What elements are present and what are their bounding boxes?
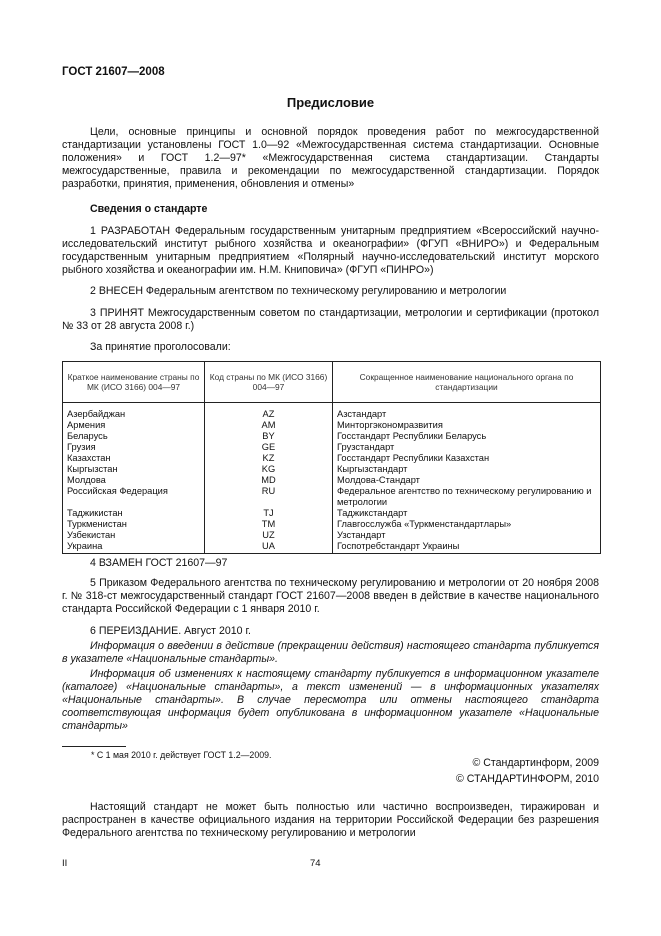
column-header-org: Сокращенное наименование национального органа по стандартизации: [333, 362, 601, 403]
table-row: [63, 519, 601, 530]
country-cell: Беларусь: [63, 431, 205, 442]
page-title: Предисловие: [286, 95, 375, 110]
standards-body-cell: Узстандарт: [333, 530, 601, 541]
table-row: [63, 431, 601, 442]
item-2-introduced: 2 ВНЕСЕН Федеральным агентством по техническому регулированию и метрологии: [90, 285, 507, 297]
table-row: [63, 420, 601, 431]
table-body: [63, 403, 601, 554]
section-title: Сведения о стандарте: [90, 203, 208, 215]
country-cell: Украина: [63, 541, 205, 554]
table-header-row: [63, 362, 601, 403]
item-6-reissue: 6 ПЕРЕИЗДАНИЕ. Август 2010 г.: [90, 625, 251, 637]
country-code-cell: RU: [205, 486, 333, 508]
table-row: [63, 442, 601, 453]
table-row: [63, 508, 601, 519]
standards-body-cell: Главгосслужба «Туркменстандартлары»: [333, 519, 601, 530]
country-code-cell: AM: [205, 420, 333, 431]
intro-paragraph: Цели, основные принципы и основной порядок проведения работ по межгосударственной стандартизации установлены ГОСТ 1.0—92 «Межгосударственная система стандартизации. Основные положения» и ГОСТ 1.2—97* «Межгосударственная система стандартизации. Стандарты межгосударственные, правила и рекомендации по межгосударственной стандартизации. Порядок разработки, принятия, применения, обновления и отмены»: [62, 126, 599, 190]
document-id: ГОСТ 21607—2008: [62, 66, 165, 78]
page-roman-numeral: II: [62, 858, 68, 869]
country-code-cell: TJ: [205, 508, 333, 519]
copyright-2009: © Стандартинформ, 2009: [472, 757, 599, 769]
country-code-cell: BY: [205, 431, 333, 442]
table-row: [63, 453, 601, 464]
country-code-cell: MD: [205, 475, 333, 486]
country-code-cell: AZ: [205, 403, 333, 421]
standards-body-cell: Кыргызстандарт: [333, 464, 601, 475]
standards-body-cell: Минторгэкономразвития: [333, 420, 601, 431]
footnote-divider: [62, 746, 126, 747]
country-cell: Грузия: [63, 442, 205, 453]
country-cell: Казахстан: [63, 453, 205, 464]
country-code-cell: KG: [205, 464, 333, 475]
item-3-adopted: 3 ПРИНЯТ Межгосударственным советом по стандартизации, метрологии и сертификации (протокол № 33 от 28 августа 2008 г.): [62, 307, 599, 332]
country-code-cell: UA: [205, 541, 333, 554]
country-cell: Таджикистан: [63, 508, 205, 519]
standards-body-cell: Азстандарт: [333, 403, 601, 421]
copyright-2010: © СТАНДАРТИНФОРМ, 2010: [456, 773, 599, 785]
country-code-cell: UZ: [205, 530, 333, 541]
country-cell: Узбекистан: [63, 530, 205, 541]
standards-body-cell: Молдова-Стандарт: [333, 475, 601, 486]
standards-body-cell: Федеральное агентство по техническому регулированию и метрологии: [333, 486, 601, 508]
standards-body-cell: Госстандарт Республики Казахстан: [333, 453, 601, 464]
country-cell: Российская Федерация: [63, 486, 205, 508]
table-row: [63, 486, 601, 508]
standards-body-cell: Госпотребстандарт Украины: [333, 541, 601, 554]
closing-paragraph: Настоящий стандарт не может быть полностью или частично воспроизведен, тиражирован и распространен в качестве официального издания на территории Российской Федерации без разрешения Федерального агентства по техническому регулированию и метрологии: [62, 801, 599, 839]
vote-label: За принятие проголосовали:: [90, 341, 231, 353]
column-header-country: Краткое наименование страны по МК (ИСО 3166) 004—97: [63, 362, 205, 403]
table-row: [63, 530, 601, 541]
country-code-cell: KZ: [205, 453, 333, 464]
standards-body-cell: Госстандарт Республики Беларусь: [333, 431, 601, 442]
table-row: [63, 403, 601, 421]
country-cell: Туркменистан: [63, 519, 205, 530]
standards-body-cell: Таджикстандарт: [333, 508, 601, 519]
page-number: 74: [310, 858, 321, 869]
country-cell: Азербайджан: [63, 403, 205, 421]
item-1-developed: 1 РАЗРАБОТАН Федеральным государственным унитарным предприятием «Всероссийский научно-исследовательский институт рыбного хозяйства и океанографии» (ФГУП «ВНИРО») и Федеральным государственным унитарным предприятием «Полярный научно-исследовательский институт морского рыбного хозяйства и океанографии им. Н.М. Книповича» (ФГУП «ПИНРО»): [62, 225, 599, 276]
country-code-cell: GE: [205, 442, 333, 453]
item-4-replaces: 4 ВЗАМЕН ГОСТ 21607—97: [90, 557, 228, 569]
item-5-order: 5 Приказом Федерального агентства по техническому регулированию и метрологии от 20 ноября 2008 г. № 318-ст межгосударственный стандарт ГОСТ 21607—2008 введен в действие в качестве национального стандарта Российской Федерации с 1 января 2010 г.: [62, 577, 599, 615]
country-code-cell: TM: [205, 519, 333, 530]
table-row: [63, 541, 601, 554]
country-cell: Армения: [63, 420, 205, 431]
country-cell: Молдова: [63, 475, 205, 486]
column-header-code: Код страны по МК (ИСО 3166) 004—97: [205, 362, 333, 403]
info-introduction: Информация о введении в действие (прекращении действия) настоящего стандарта публикуется в указателе «Национальные стандарты».: [62, 640, 599, 665]
info-changes: Информация об изменениях к настоящему стандарту публикуется в информационном указателе (каталоге) «Национальные стандарты», а текст изменений — в информационных указателях «Национальные стандарты». В случае пересмотра или отмены настоящего стандарта соответствующая информация будет опубликована в информационном указателе «Национальные стандарты»: [62, 668, 599, 732]
table-row: [63, 464, 601, 475]
voting-table: [62, 361, 601, 554]
table-row: [63, 475, 601, 486]
footnote: * С 1 мая 2010 г. действует ГОСТ 1.2—2009.: [91, 750, 272, 760]
standards-body-cell: Грузстандарт: [333, 442, 601, 453]
country-cell: Кыргызстан: [63, 464, 205, 475]
